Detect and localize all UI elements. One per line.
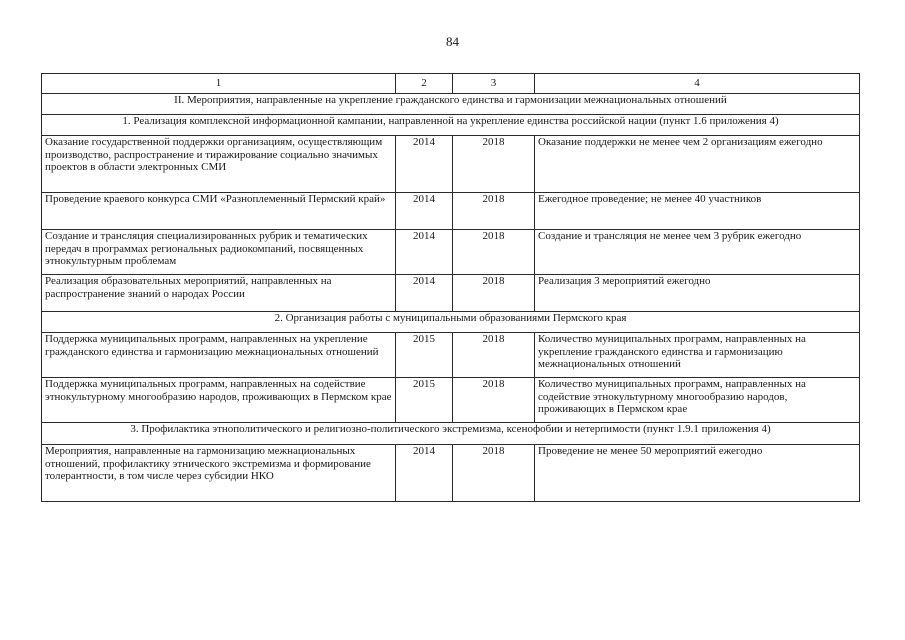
column-header-1: 1	[42, 74, 396, 94]
end-year-cell: 2018	[453, 445, 535, 502]
activity-cell: Реализация образовательных мероприятий, направленных на распространение знаний о народах России	[42, 275, 396, 312]
subsection-title: 2. Организация работы с муниципальными образованиями Пермского края	[42, 312, 860, 333]
subsection-row	[42, 115, 860, 136]
table-row	[42, 275, 860, 312]
result-cell: Проведение не менее 50 мероприятий ежегодно	[535, 445, 860, 502]
table-row	[42, 136, 860, 193]
column-header-row	[42, 74, 860, 94]
subsection-title: 3. Профилактика этнополитического и религиозно-политического экстремизма, ксенофобии и нетерпимости (пункт 1.9.1 приложения 4)	[42, 423, 860, 445]
end-year-cell: 2018	[453, 333, 535, 378]
activity-cell: Поддержка муниципальных программ, направленных на укрепление гражданского единства и гармонизацию межнациональных отношений	[42, 333, 396, 378]
table-row	[42, 333, 860, 378]
column-header-2: 2	[396, 74, 453, 94]
table-row	[42, 378, 860, 423]
result-cell: Реализация 3 мероприятий ежегодно	[535, 275, 860, 312]
result-cell: Количество муниципальных программ, направленных на содействие этнокультурному многообразию народов, проживающих в Пермском крае	[535, 378, 860, 423]
start-year-cell: 2015	[396, 378, 453, 423]
section-title: II. Мероприятия, направленные на укрепление гражданского единства и гармонизации межнациональных отношений	[42, 94, 860, 115]
column-header-3: 3	[453, 74, 535, 94]
start-year-cell: 2014	[396, 445, 453, 502]
end-year-cell: 2018	[453, 136, 535, 193]
result-cell: Создание и трансляция не менее чем 3 рубрик ежегодно	[535, 230, 860, 275]
column-header-4: 4	[535, 74, 860, 94]
activity-cell: Мероприятия, направленные на гармонизацию межнациональных отношений, профилактику этнического экстремизма и формирование толерантности, в том числе через субсидии НКО	[42, 445, 396, 502]
start-year-cell: 2014	[396, 230, 453, 275]
start-year-cell: 2014	[396, 193, 453, 230]
section-row	[42, 94, 860, 115]
table-row	[42, 193, 860, 230]
result-cell: Ежегодное проведение; не менее 40 участников	[535, 193, 860, 230]
result-cell: Оказание поддержки не менее чем 2 организациям ежегодно	[535, 136, 860, 193]
end-year-cell: 2018	[453, 378, 535, 423]
end-year-cell: 2018	[453, 275, 535, 312]
end-year-cell: 2018	[453, 193, 535, 230]
subsection-row	[42, 423, 860, 445]
start-year-cell: 2014	[396, 136, 453, 193]
activity-cell: Поддержка муниципальных программ, направленных на содействие этнокультурному многообразию народов, проживающих в Пермском крае	[42, 378, 396, 423]
program-table	[41, 73, 860, 502]
start-year-cell: 2015	[396, 333, 453, 378]
subsection-title: 1. Реализация комплексной информационной кампании, направленной на укрепление единства российской нации (пункт 1.6 приложения 4)	[42, 115, 860, 136]
activity-cell: Оказание государственной поддержки организациям, осуществляющим производство, распространение и тиражирование социально значимых проектов в области электронных СМИ	[42, 136, 396, 193]
subsection-row	[42, 312, 860, 333]
end-year-cell: 2018	[453, 230, 535, 275]
start-year-cell: 2014	[396, 275, 453, 312]
activity-cell: Создание и трансляция специализированных рубрик и тематических передач в программах региональных радиокомпаний, посвященных этнокультурным проблемам	[42, 230, 396, 275]
table-row	[42, 230, 860, 275]
table-row	[42, 445, 860, 502]
page-number: 84	[446, 34, 459, 49]
activity-cell: Проведение краевого конкурса СМИ «Разноплеменный Пермский край»	[42, 193, 396, 230]
result-cell: Количество муниципальных программ, направленных на укрепление гражданского единства и гармонизацию межнациональных отношений	[535, 333, 860, 378]
